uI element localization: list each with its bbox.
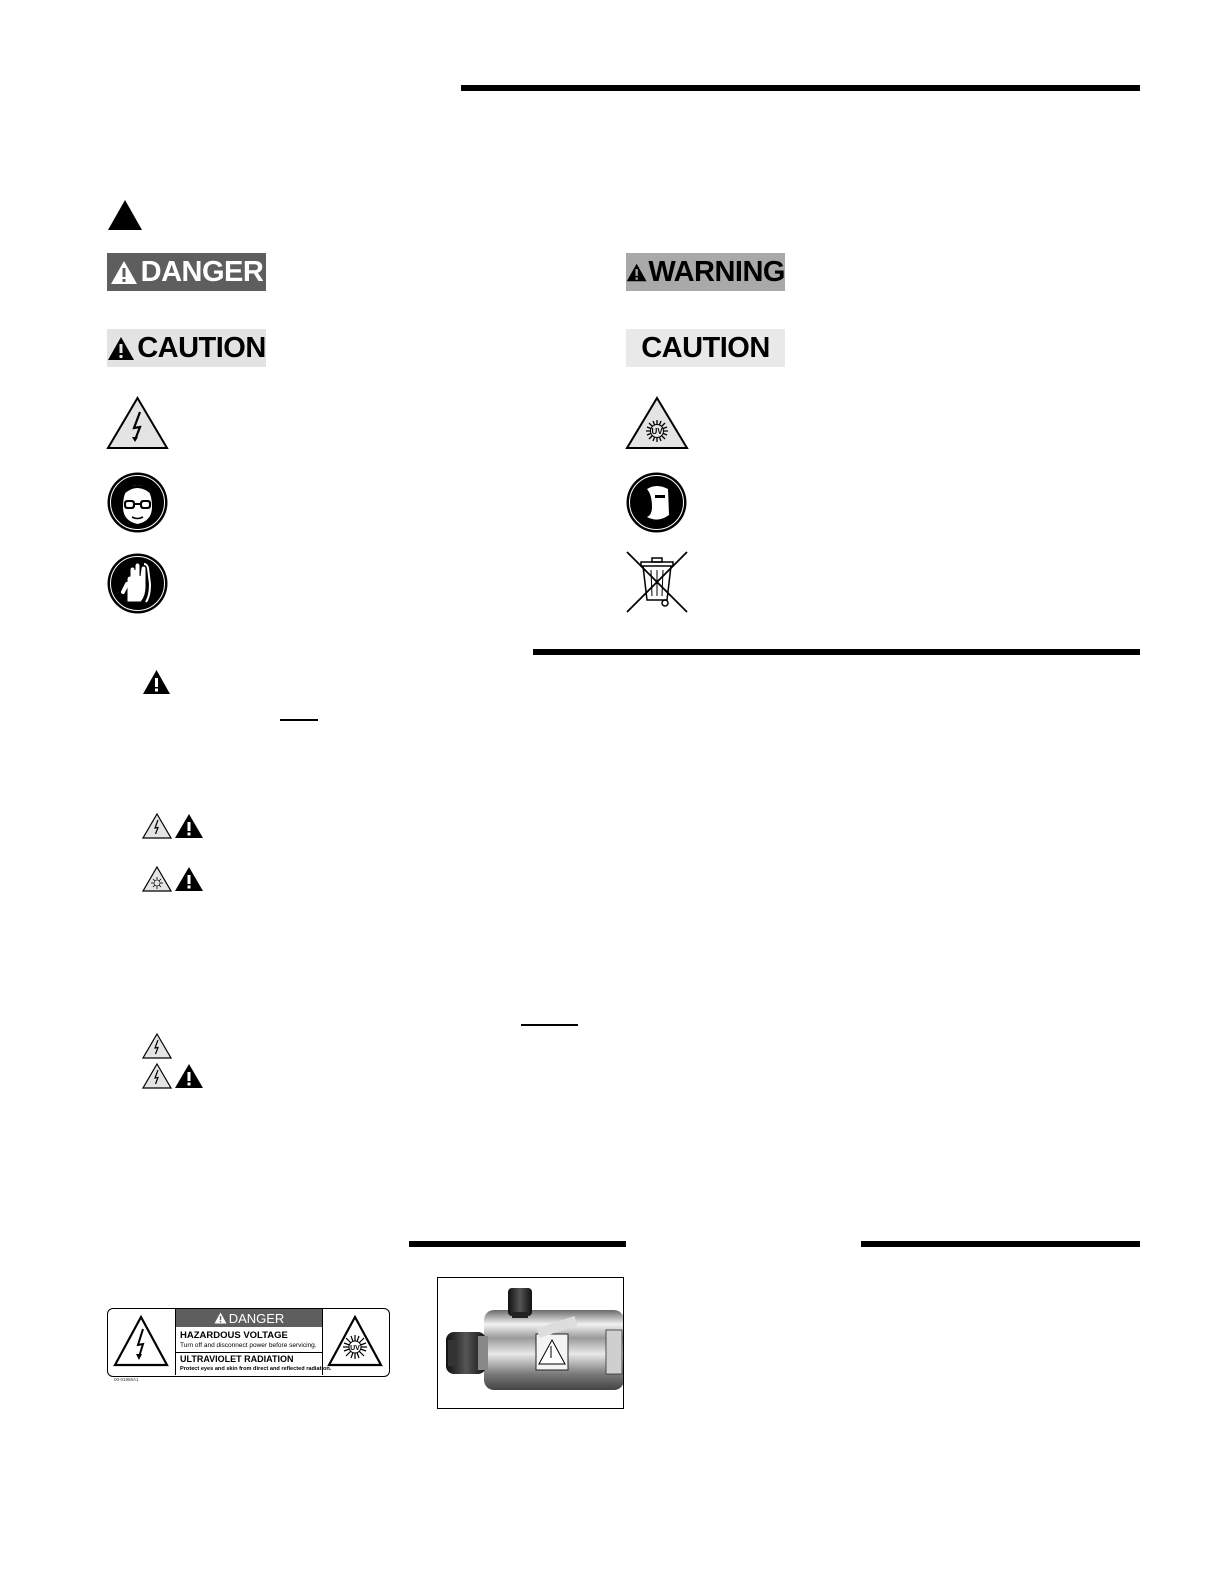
electrical-hazard-icon bbox=[106, 396, 169, 450]
danger-label-header bbox=[176, 1309, 322, 1327]
weee-disposal-icon bbox=[625, 550, 689, 614]
face-shield-icon bbox=[625, 471, 688, 534]
danger-label-header-text: DANGER bbox=[228, 1310, 285, 1326]
uv-radiation-icon bbox=[326, 1313, 384, 1371]
safety-alert-small-icon bbox=[174, 813, 204, 839]
eye-protection-icon bbox=[106, 471, 169, 534]
electrical-hazard-small-icon bbox=[142, 813, 172, 839]
gloves-icon bbox=[106, 552, 169, 615]
safety-alert-small-icon bbox=[174, 1063, 204, 1089]
warning-label-text: WARNING bbox=[648, 255, 785, 288]
danger-label-part-number: 00-01956A1 bbox=[114, 1377, 139, 1382]
electrical-hazard-small-icon bbox=[142, 1063, 172, 1089]
caution-label-text: CAUTION bbox=[137, 331, 266, 364]
uv-symbol-text: UV bbox=[350, 1345, 360, 1352]
warning-triangle-icon bbox=[110, 260, 138, 285]
uv-radiation-icon bbox=[625, 396, 689, 450]
danger-label-line1-text: Turn off and disconnect power before servicing. bbox=[180, 1342, 317, 1349]
warning-triangle-icon bbox=[107, 336, 135, 361]
uv-symbol-text: UV bbox=[651, 427, 663, 436]
uv-unit-illustration bbox=[438, 1278, 623, 1408]
section-rule-bottom-left bbox=[409, 1241, 626, 1247]
caution-signal-word bbox=[107, 329, 266, 367]
warning-signal-word bbox=[626, 253, 785, 291]
section-rule-bottom-right bbox=[861, 1241, 1140, 1247]
danger-label-line2-title: ULTRAVIOLET RADIATION bbox=[180, 1354, 294, 1364]
safety-alert-icon bbox=[142, 669, 171, 695]
safety-alert-small-icon bbox=[174, 866, 204, 892]
text-underline bbox=[521, 1024, 578, 1026]
warning-triangle-icon bbox=[626, 260, 647, 285]
uv-radiation-small-icon bbox=[142, 866, 172, 892]
caution-plain-label-text: CAUTION bbox=[641, 331, 770, 364]
danger-signal-word bbox=[107, 253, 266, 291]
electrical-hazard-small-icon bbox=[142, 1033, 172, 1059]
warning-triangle-icon bbox=[214, 1312, 227, 1324]
electrical-hazard-icon bbox=[112, 1313, 170, 1371]
section-rule-middle bbox=[533, 649, 1140, 655]
section-rule-top bbox=[461, 85, 1140, 91]
text-underline bbox=[280, 719, 318, 721]
danger-label-separator bbox=[176, 1352, 322, 1353]
safety-alert-icon bbox=[107, 199, 143, 231]
uv-unit-photo bbox=[437, 1277, 624, 1409]
caution-plain-signal-word bbox=[626, 329, 785, 367]
danger-label-line2-text: Protect eyes and skin from direct and reflected radiation. bbox=[180, 1366, 332, 1372]
danger-label-line1-title: HAZARDOUS VOLTAGE bbox=[180, 1330, 288, 1341]
danger-label-text: DANGER bbox=[140, 255, 264, 288]
